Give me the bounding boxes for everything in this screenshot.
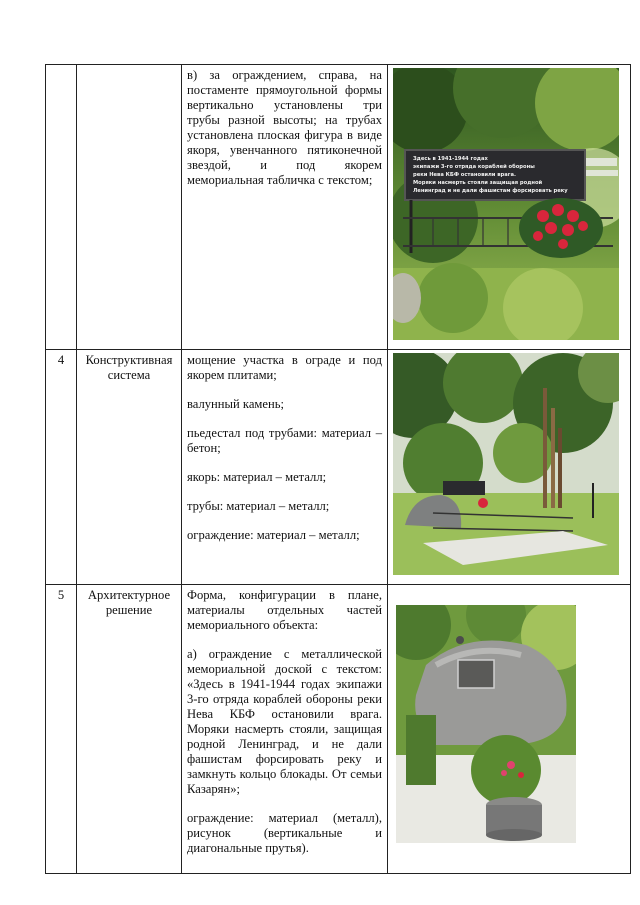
memorial-table	[45, 64, 631, 874]
description-paragraph: пьедестал под трубами: материал – бетон;	[187, 426, 382, 455]
row-description	[182, 350, 388, 585]
photo-memorial-plaque	[393, 68, 625, 340]
svg-text:Моряки насмерть стояли защищая: Моряки насмерть стояли защищая родной	[413, 180, 543, 186]
photo-cell	[388, 585, 631, 874]
row-description	[182, 585, 388, 874]
row-title	[77, 65, 182, 350]
svg-text:Ленинград и не дали фашистам ф: Ленинград и не дали фашистам форсировать реку	[413, 188, 568, 194]
photo-cell	[388, 65, 631, 350]
photo-cell	[388, 350, 631, 585]
table-row	[46, 585, 631, 874]
svg-text:Здесь в 1941-1944 годах: Здесь в 1941-1944 годах	[413, 156, 488, 162]
svg-text:реки Нева КБФ остановили врага: реки Нева КБФ остановили врага.	[413, 172, 516, 178]
table-row	[46, 65, 631, 350]
photo-memorial-overview	[393, 353, 625, 575]
description-paragraph: Форма, конфигурации в плане, материалы отдельных частей мемориального объекта:	[187, 588, 382, 632]
description-paragraph: ограждение: материал (металл), рисунок (вертикальные и диагональные прутья).	[187, 811, 382, 855]
description-paragraph: ограждение: материал – металл;	[187, 528, 360, 542]
svg-text:экипажи 3-го отряда кораблей о: экипажи 3-го отряда кораблей обороны	[413, 164, 535, 170]
table-row	[46, 350, 631, 585]
description-paragraph: мощение участка в ограде и под якорем плитами;	[187, 353, 382, 382]
row-number	[46, 65, 77, 350]
row-number: 4	[46, 350, 77, 585]
row-title: Архитектурное решение	[77, 585, 182, 874]
description-paragraph: в) за ограждением, справа, на постаменте прямоугольной формы вертикально установлены три трубы разной высоты; на трубах установлена плоская фигура в виде якоря, увенчанного пятиконечной звездой, и под якорем мемориальная табличка с текстом;	[187, 68, 382, 187]
description-paragraph: якорь: материал – металл;	[187, 470, 327, 484]
row-title: Конструктивная система	[77, 350, 182, 585]
row-number: 5	[46, 585, 77, 874]
description-paragraph: валунный камень;	[187, 397, 284, 411]
description-paragraph: а) ограждение с металлической мемориальной доской с текстом: «Здесь в 1941-1944 годах экипажи 3-го отряда кораблей обороны реки Нева КБФ остановили врага. Моряки насмерть стояли, защищая родной Ленинград, и не дали фашистам форсировать реку и замкнуть кольцо блокады. От семьи Казарян»;	[187, 647, 382, 796]
row-description	[182, 65, 388, 350]
photo-memorial-boulder	[396, 605, 625, 843]
description-paragraph: трубы: материал – металл;	[187, 499, 330, 513]
